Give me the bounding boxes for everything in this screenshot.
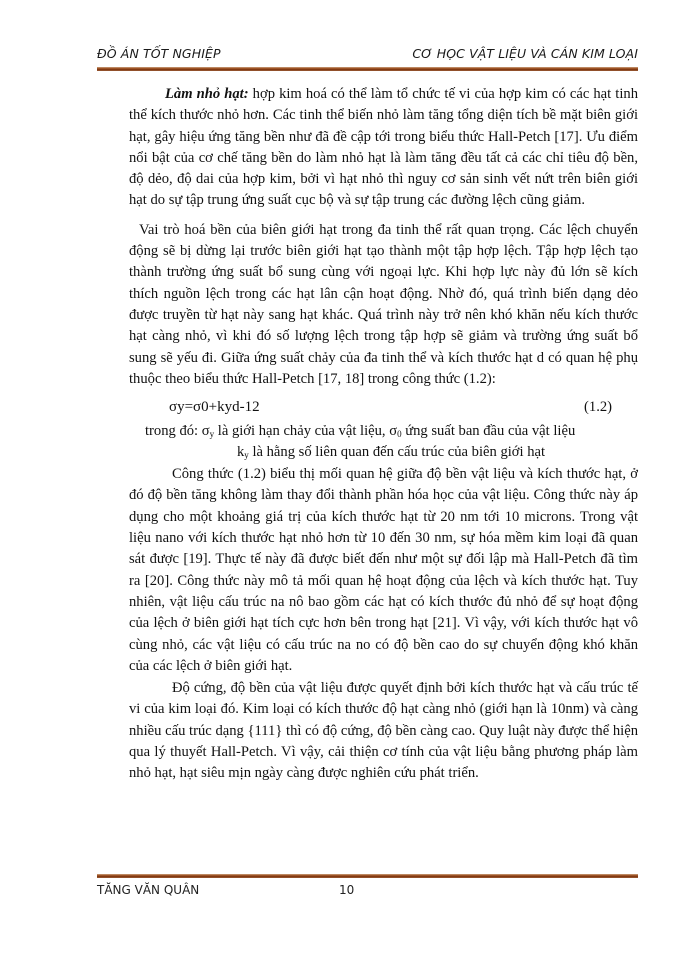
page-number: 10 bbox=[339, 883, 355, 897]
paragraph-grain-boundary: Vai trò hoá bền của biên giới hạt trong đa tinh thể rất quan trọng. Các lệch chuyển động sẽ bị dừng lại trước biên giới hạt tạo thành một tập hợp lệch. Tập hợp lệch tạo thành trường ứng suất bổ sung cùng với ngoại lực. Khi hợp lực này đủ lớn sẽ kích thích nguồn lệch trong các hạt lân cận hoạt động. Nhờ đó, quá trình biến dạng dẻo được truyền từ hạt này sang hạt khác. Quá trình này trở nên khó khăn nếu kích thước hạt càng nhỏ, vì khi đó số lượng lệch trong tập hợp sẽ giảm và trường ứng suất bổ sung sẽ yếu đi. Giữa ứng suất chảy của đa tinh thể và kích thước hạt d có quan hệ phụ thuộc theo biểu thức Hall-Petch [17, 18] trong công thức (1.2): bbox=[129, 221, 638, 387]
legend-symbol: k bbox=[237, 444, 245, 461]
header-subject-title: CƠ HỌC VẬT LIỆU VÀ CÁN KIM LOẠI bbox=[412, 46, 638, 61]
hall-petch-equation: σy=σ0+kyd-12 bbox=[169, 399, 260, 416]
legend-text: ứng suất ban đầu của vật liệu bbox=[401, 423, 576, 440]
paragraph-formula-explanation: Công thức (1.2) biểu thị mối quan hệ giữa độ bền vật liệu và kích thước hạt, ở đó độ bền tăng không làm thay đổi thành phần hóa học của vật liệu. Công thức này áp dụng cho một khoảng giá trị của kích thước hạt từ 20 nm tới 10 microns. Trong vật liệu nano với kích thước hạt nhỏ hơn từ 10 đến 30 nm, sự hóa mềm kim loại đã quan sát được [19]. Thực tế này đã được biết đến như một sự đối lập mà Hall-Petch đã tìm ra [20]. Công thức này mô tả mối quan hệ hoạt động của lệch và kích thước hạt. Tuy nhiên, vật liệu cấu trúc na nô bao gồm các hạt có kích thước đủ nhỏ để sự hoạt động của lệch ở biên giới hạt tích cực hơn bên trong hạt [21]. Vì vậy, với kích thước hạt vô cùng nhỏ, các vật liệu có cấu trúc na no có độ bền cao do sự chuyển động khó khăn của các lệch ở biên giới hạt. bbox=[129, 466, 638, 674]
legend-text: là giới hạn chảy của vật liệu, σ bbox=[214, 423, 398, 440]
equation-legend-line-2 bbox=[129, 442, 638, 464]
paragraph-grain-refinement bbox=[129, 84, 638, 212]
page-header bbox=[97, 44, 638, 64]
equation-line bbox=[129, 397, 638, 421]
paragraph-text: hợp kim hoá có thể làm tổ chức tế vi của hợp kim có các hạt tinh thể kích thước nhỏ hơn. Các tinh thể biến nhỏ làm tăng tổng diện tích bề mặt biên giới hạt, gây hiệu ứng tăng bền như đã đề cập tới trong biểu thức Hall-Petch [17]. Ưu điểm nổi bật của cơ chế tăng bền do làm nhỏ hạt là làm tăng đều tất cả các chỉ tiêu độ bền, độ dẻo, độ dai của hợp kim, bởi vì hạt nhỏ thì nguy cơ sản sinh vết nứt trên biên giới hạt do sự tập trung ứng suất cục bộ và sự tập trung các đường lệch cũng giảm. bbox=[129, 86, 638, 209]
legend-text: là hằng số liên quan đến cấu trúc của biên giới hạt bbox=[248, 444, 546, 461]
subscript: y bbox=[209, 429, 215, 440]
page-footer bbox=[97, 883, 638, 901]
equation-legend-line-1 bbox=[129, 421, 638, 442]
paragraph-lead-term: Làm nhỏ hạt: bbox=[165, 86, 249, 102]
equation-number: (1.2) bbox=[584, 399, 612, 416]
header-thesis-label: ĐỒ ÁN TỐT NGHIỆP bbox=[97, 46, 221, 61]
footer-rule bbox=[97, 874, 638, 878]
legend-prefix: trong đó: σ bbox=[145, 423, 210, 440]
footer-author: TĂNG VĂN QUÂN bbox=[97, 883, 200, 897]
page-body bbox=[129, 84, 638, 785]
paragraph-hardness: Độ cứng, độ bền của vật liệu được quyết định bởi kích thước hạt và cấu trúc tế vi của kim loại đó. Kim loại có kích thước độ hạt càng nhỏ (giới hạn là 10nm) và càng nhiều cấu trúc dạng {111} thì có độ cứng, độ bền càng cao. Quy luật này được thể hiện qua lý thuyết Hall-Petch. Vì vậy, cải thiện cơ tính của vật liệu bằng phương pháp làm nhỏ hạt, hạt siêu mịn ngày càng được nghiên cứu phát triển. bbox=[129, 680, 638, 782]
subscript: y bbox=[244, 450, 249, 461]
subscript: 0 bbox=[397, 429, 402, 440]
header-rule bbox=[97, 67, 638, 71]
